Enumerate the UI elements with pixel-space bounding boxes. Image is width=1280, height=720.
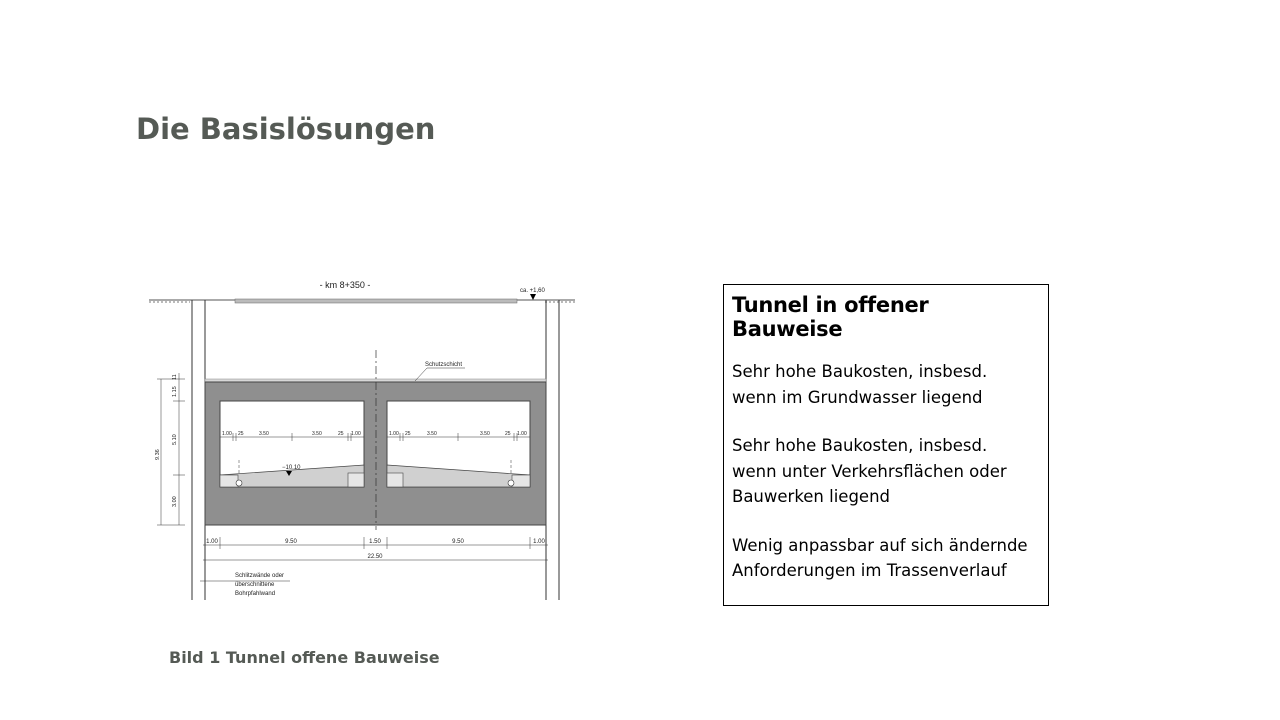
lane-dim-left-2: 25	[238, 431, 244, 437]
station-label: - km 8+350 -	[319, 280, 371, 290]
wall-note-1: Schlitzwände oder	[235, 573, 285, 579]
info-point-3: Wenig anpassbar auf sich ändernde Anforderungen im Trassenverlauf	[732, 535, 1028, 580]
elevation-top-label: ca. +1,60	[520, 288, 545, 294]
info-point-2: Sehr hohe Baukosten, insbesd. wenn unter Verkehrsflächen oder Bauwerken liegend	[732, 436, 1007, 506]
elevation-floor-label: −10.10	[282, 465, 301, 471]
lane-dim-left-4: 3.50	[312, 431, 322, 437]
tunnel-cross-section-drawing	[145, 275, 585, 605]
slide-title: Die Basislösungen	[136, 112, 436, 146]
elevation-marker-icon	[530, 294, 536, 300]
lane-dim-left-5: 25	[338, 431, 344, 437]
vdim-9-36: 9.36	[155, 449, 161, 460]
wall-note-3: Bohrpfahlwand	[235, 591, 276, 597]
vdim-1-15: 1.15	[172, 386, 178, 397]
vdim-11: 11	[172, 374, 178, 380]
tunnel-structure	[205, 382, 546, 525]
bdim-3: 1.50	[369, 539, 381, 545]
lane-dim-right-5: 25	[505, 431, 511, 437]
wall-note-2: überschnittene	[235, 582, 275, 588]
lane-dim-right-2: 25	[405, 431, 411, 437]
lane-dim-left-1: 1.00	[222, 431, 232, 437]
lane-dim-right-4: 3.50	[480, 431, 490, 437]
info-point-1: Sehr hohe Baukosten, insbesd. wenn im Grundwasser liegend	[732, 362, 988, 407]
bdim-2: 9.50	[285, 539, 297, 545]
lane-dim-right-3: 3.50	[427, 431, 437, 437]
lane-dim-right-6: 1.00	[517, 431, 527, 437]
figure-caption: Bild 1 Tunnel offene Bauweise	[169, 648, 440, 667]
road-surface	[235, 299, 517, 303]
vdim-5-10: 5.10	[172, 434, 178, 445]
lane-dim-right-1: 1.00	[389, 431, 399, 437]
bdim-1: 1.00	[206, 539, 218, 545]
total-width: 22.50	[367, 554, 383, 560]
protective-layer-label: Schutzschicht	[425, 362, 463, 368]
bdim-5: 1.00	[533, 539, 545, 545]
info-box	[723, 284, 1049, 606]
lane-dim-left-6: 1.00	[351, 431, 361, 437]
lane-dim-left-3: 3.50	[259, 431, 269, 437]
info-box-heading: Tunnel in offener Bauweise	[732, 293, 929, 341]
bdim-4: 9.50	[452, 539, 464, 545]
vdim-3-00: 3.00	[172, 496, 178, 507]
